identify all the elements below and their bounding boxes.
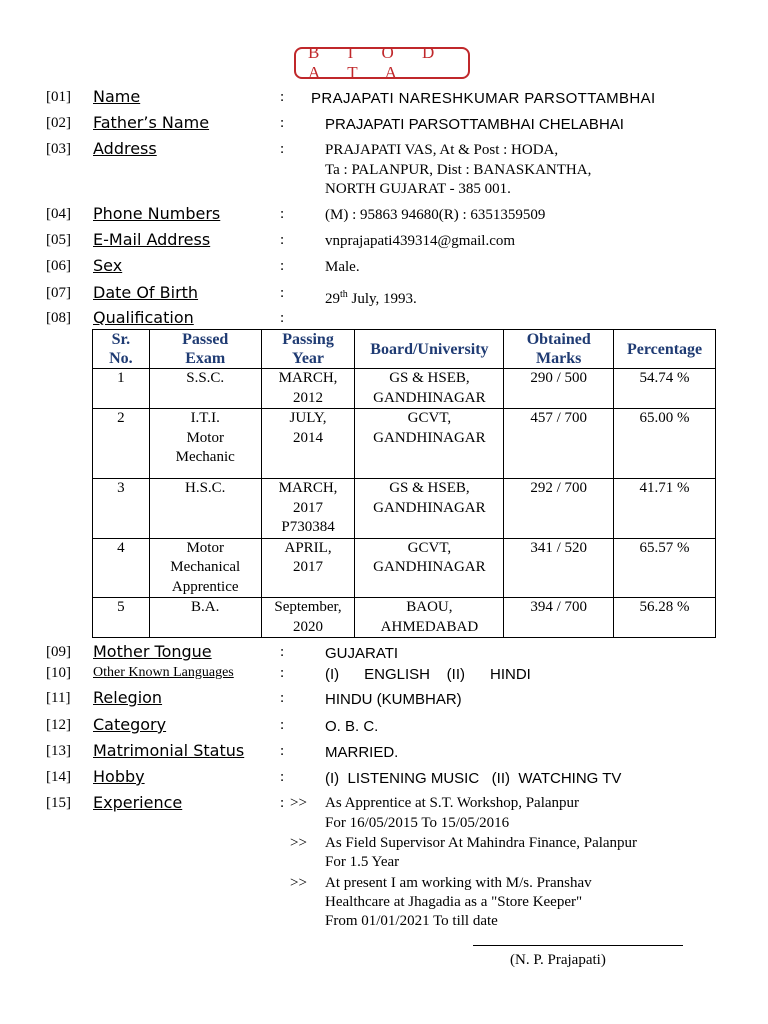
field-qualification: [08] Qualification : — [46, 308, 285, 327]
table-row: 3 H.S.C. MARCH, 2017 P730384 GS & HSEB, GANDHINAGAR 292 / 700 41.71 % — [93, 479, 716, 539]
field-languages: [10] Other Known Languages : (I) ENGLISH (II) HINDI — [46, 665, 531, 683]
field-hobby: [14] Hobby : (I) LISTENING MUSIC (II) WATCHING TV — [46, 767, 622, 787]
field-label: Address — [93, 139, 157, 158]
field-value: PRAJAPATI PARSOTTAMBHAI CHELABHAI — [325, 116, 624, 133]
list-item: As Field Supervisor At Mahindra Finance, Palanpur — [325, 835, 638, 851]
field-value: MARRIED. — [325, 744, 399, 761]
col-board: Board/University — [355, 330, 504, 369]
table-header-row — [93, 330, 716, 369]
qualification-table — [92, 329, 716, 638]
field-religion: [11] Relegion : HINDU (KUMBHAR) — [46, 688, 462, 708]
table-row: 2 I.T.I. Motor Mechanic JULY, 2014 GCVT, GANDHINAGAR 457 / 700 65.00 % — [93, 409, 716, 479]
col-passed-exam: Passed Exam — [149, 330, 261, 369]
field-marital-status: [13] Matrimonial Status : MARRIED. — [46, 741, 399, 761]
field-address: [03] Address : PRAJAPATI VAS, At & Post : HODA, Ta : PALANPUR, Dist : BANASKANTHA, NORTH GUJARAT - 385 001. — [0, 139, 768, 201]
field-email: [05] E-Mail Address : vnprajapati439314@gmail.com — [0, 230, 768, 252]
field-label: Qualification — [93, 308, 194, 327]
field-label: E-Mail Address — [93, 230, 211, 249]
table-row: 5 B.A. September, 2020 BAOU, AHMEDABAD 394 / 700 56.28 % — [93, 598, 716, 638]
signature-name: (N. P. Prajapati) — [510, 952, 606, 968]
field-label: Other Known Languages — [93, 665, 234, 680]
field-value: PRAJAPATI NARESHKUMAR PARSOTTAMBHAI — [311, 90, 656, 107]
field-value: vnprajapati439314@gmail.com — [325, 233, 516, 249]
list-item: As Apprentice at S.T. Workshop, Palanpur — [325, 795, 580, 811]
field-category: [12] Category : O. B. C. — [46, 715, 379, 735]
biodata-title: B I O D A T A — [308, 43, 447, 82]
col-percentage: Percentage — [614, 330, 716, 369]
col-sr-no: Sr. No. — [93, 330, 150, 369]
field-label: Name — [93, 87, 141, 106]
field-value: (I) LISTENING MUSIC (II) WATCHING TV — [325, 770, 622, 787]
field-value: Male. — [325, 259, 360, 275]
table-row: 4 Motor Mechanical Apprentice APRIL, 2017 GCVT, GANDHINAGAR 341 / 520 65.57 % — [93, 538, 716, 598]
field-label: Sex — [93, 256, 123, 275]
field-label: Matrimonial Status — [93, 741, 245, 760]
field-sex: [06] Sex : Male. — [0, 256, 768, 278]
field-name: [01] Name : PRAJAPATI NARESHKUMAR PARSOTTAMBHAI — [46, 87, 656, 107]
list-item: At present I am working with M/s. Pranshav — [325, 875, 592, 891]
field-label: Hobby — [93, 767, 145, 786]
field-experience: [15] Experience : — [46, 793, 285, 812]
table-row: 1 S.S.C. MARCH, 2012 GS & HSEB, GANDHINAGAR 290 / 500 54.74 % — [93, 369, 716, 409]
field-label: Mother Tongue — [93, 642, 212, 661]
field-value: GUJARATI — [325, 645, 399, 662]
field-label: Phone Numbers — [93, 204, 221, 223]
field-value: (I) ENGLISH (II) HINDI — [325, 666, 531, 683]
field-label: Experience — [93, 793, 183, 812]
field-label: Category — [93, 715, 167, 734]
field-label: Date Of Birth — [93, 283, 199, 302]
field-value: HINDU (KUMBHAR) — [325, 691, 462, 708]
field-phone: [04] Phone Numbers : (M) : 95863 94680(R) : 6351359509 — [0, 204, 768, 226]
field-value: 29th July, 1993. — [325, 289, 417, 307]
field-value: O. B. C. — [325, 718, 379, 735]
field-label: Relegion — [93, 688, 163, 707]
field-mother-tongue: [09] Mother Tongue : GUJARATI — [46, 642, 399, 662]
field-father-name: [02] Father’s Name : PRAJAPATI PARSOTTAMBHAI CHELABHAI — [46, 113, 624, 133]
address-lines: PRAJAPATI VAS, At & Post : HODA, Ta : PALANPUR, Dist : BANASKANTHA, NORTH GUJARAT - 385 001. — [325, 142, 592, 197]
field-dob: [07] Date Of Birth : 29th July, 1993. — [0, 283, 768, 305]
field-value: (M) : 95863 94680(R) : 6351359509 — [325, 207, 546, 223]
col-passing-year: Passing Year — [261, 330, 355, 369]
biodata-title-box — [294, 43, 470, 82]
signature-line — [473, 945, 683, 946]
col-marks: Obtained Marks — [504, 330, 614, 369]
field-label: Father’s Name — [93, 113, 210, 132]
